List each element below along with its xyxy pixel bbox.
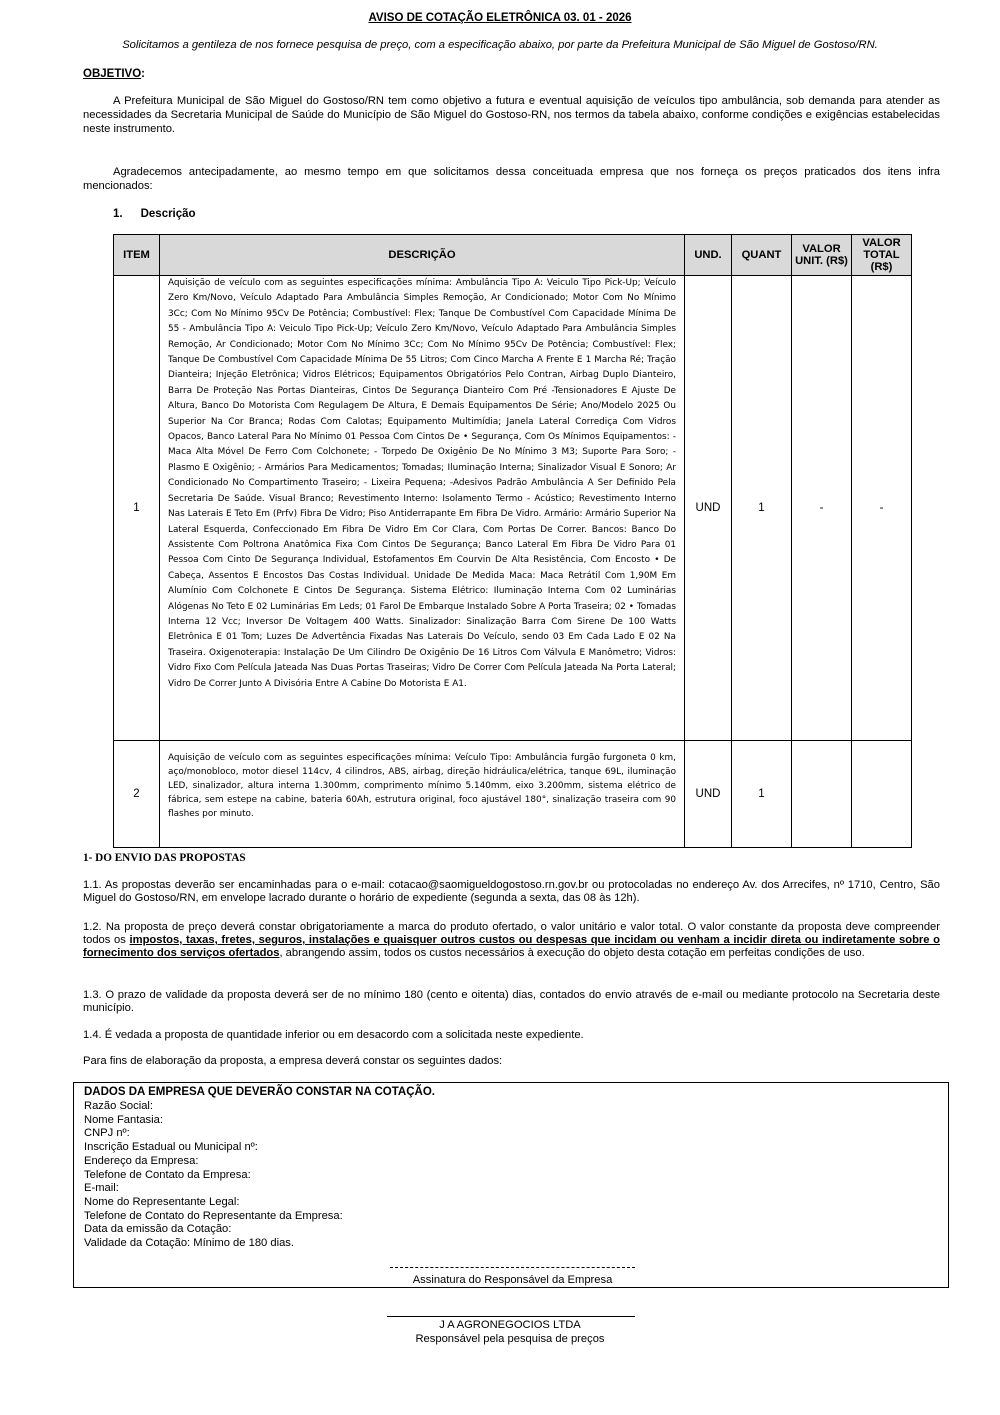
proposal-p2-start: 1.2. Na proposta de preço deverá constar obrigatoriamente a marca do produto ofertado, o valor unitário e valor total. O valor constante da proposta deve compreender todos os: [83, 921, 940, 946]
row-quantity: 1: [732, 741, 792, 848]
section-number: 1.: [113, 208, 123, 220]
row-unit-value: -: [792, 276, 852, 741]
row-item: 1: [114, 276, 160, 741]
section-heading: [113, 208, 196, 220]
company-data-heading: DADOS DA EMPRESA QUE DEVERÃO CONSTAR NA COTAÇÃO.: [84, 1086, 435, 1098]
table-row: [114, 276, 912, 741]
table-header-row: [114, 235, 912, 276]
proposal-p2-end: , abrangendo assim, todos os custos necessários à execução do objeto desta cotação em perfeitas condições de uso.: [279, 947, 865, 959]
row-item: 2: [114, 741, 160, 848]
responsible-role: Responsável pela pesquisa de preços: [415, 1333, 605, 1345]
table-row: [114, 741, 912, 848]
row-description: Aquisição de veículo com as seguintes especificações mínima: Veículo Tipo: Ambulância furgão furgoneta 0 km, aço/monobloco, motor diesel 114cv, 4 cilindros, ABS, airbag, direção hidráulica/elétrica, tanque 69L, iluminação LED, sinalizador, altura interna 1.300mm, comprimento mínimo 5.140mm, eixo 3.200mm, sistema elétrico de fábrica, sem estepe na cabine, bateria 60Ah, estrutura original, foco ajustável 180°, sinalização traseira com 90 flashes por minuto.: [160, 741, 685, 848]
field-telefone-representante: Telefone de Contato do Representante da Empresa:: [84, 1209, 343, 1222]
proposal-paragraph-5: Para fins de elaboração da proposta, a empresa deverá constar os seguintes dados:: [83, 1055, 503, 1067]
field-representante: Nome do Representante Legal:: [84, 1195, 240, 1208]
proposal-paragraph-3: 1.3. O prazo de validade da proposta deverá ser de no mínimo 180 (cento e oitenta) dias, contados do envio através de e-mail ou mediante protocolo na Secretaria deste município.: [83, 989, 940, 1014]
header-quantity: QUANT: [732, 235, 792, 276]
proposals-heading: 1- DO ENVIO DAS PROPOSTAS: [83, 852, 246, 864]
objective-heading-label: OBJETIVO: [83, 68, 142, 80]
objective-paragraph: A Prefeitura Municipal de São Miguel do Gostoso/RN tem como objetivo a futura e eventual aquisição de veículos tipo ambulância, sob demanda para atender as necessidades da Secretaria Municipal de Saúde do Município de São Miguel do Gostoso-RN, nos termos da tabela abaixo, conforme condições e exigências estabelecidas neste instrumento.: [83, 95, 940, 135]
signature-label: Assinatura do Responsável da Empresa: [412, 1274, 613, 1286]
thanks-paragraph: Agradecemos antecipadamente, ao mesmo tempo em que solicitamos dessa conceituada empresa que nos forneça os preços praticados dos itens infra mencionados:: [83, 166, 940, 192]
company-data-box: [73, 1082, 949, 1288]
field-data-emissao: Data da emissão da Cotação:: [84, 1223, 232, 1236]
row-unit: UND: [685, 741, 732, 848]
responsible-company: J A AGRONEGOCIOS LTDA: [439, 1319, 581, 1331]
responsible-signature-line: [387, 1316, 635, 1317]
header-total-value: VALOR TOTAL (R$): [852, 235, 912, 276]
row-unit-value: [792, 741, 852, 848]
document-subtitle: Solicitamos a gentileza de nos fornece pesquisa de preço, com a especificação abaixo, por parte da Prefeitura Municipal de São Miguel de Gostoso/RN.: [122, 39, 878, 51]
header-item: ITEM: [114, 235, 160, 276]
row-total-value: [852, 741, 912, 848]
proposal-p2-emphasis: impostos, taxas, fretes, seguros, instalações e quaisquer outros custos ou despesas que incidam ou venham a incidir direta ou indiretamente sobre o fornecimento dos serviços ofertados: [83, 934, 940, 959]
field-validade: Validade da Cotação: Mínimo de 180 dias.: [84, 1237, 294, 1250]
field-endereco: Endereço da Empresa:: [84, 1154, 199, 1167]
proposal-paragraph-2: [83, 921, 940, 960]
row-description: Aquisição de veículo com as seguintes especificações mínima: Ambulância Tipo A: Veiculo Tipo Pick-Up; Veículo Zero Km/Novo, Veículo Adaptado Para Ambulância Simples Remoção, Ar Condicionado; Motor Com No Mínimo 3Cc; Com No Mínimo 95Cv De Potência; Combustível: Flex; Tanque De Combustível Com Capacidade Mínima De 55 - Ambulância Tipo A: Veiculo Tipo Pick-Up; Veículo Zero Km/Novo, Veículo Adaptado Para Ambulância Simples Remoção, Ar Condicionado; Motor Com No Mínimo 3Cc; Com No Mínimo 95Cv De Potência; Combustível: Flex; Tanque De Combustível Com Capacidade Mínima De 55 Litros; Com Cinco Marcha A Frente E 1 Marcha Ré; Tração Dianteira; Injeção Eletrônica; Vidros Elétricos; Equipamentos Obrigatórios Pelo Contran, Airbag Duplo Dianteiro, Barra De Proteção Nas Portas Dianteiras, Cintos De Segurança Dianteiro Com Pré -Tensionadores E Ajuste De Altura, Banco Do Motorista Com Regulagem De Altura, E Demais Equipamentos De Série; Ano/Modelo 2025 Ou Superior Na Cor Branca; Rodas Com Calotas; Equipamento Multimídia; Janela Lateral Corrediça Com Vidros Opacos, Banco Lateral Para No Mínimo 01 Pessoa Com Cintos De • Segurança, Com Os Mínimos Equipamentos: - Maca Alta Móvel De Ferro Com Colchonete; - Torpedo De Oxigênio De No Mínimo 3 M3; Suporte Para Soro; - Plasmo E Oxigênio; - Armários Para Medicamentos; Tomadas; Iluminação Interna; Sinalizador Visual E Sonoro; Ar Condicionado No Compartimento Traseiro; - Lixeira Pequena; -Adesivos Padrão Ambulância A Ser Definido Pela Secretaria De Saúde. Visual Branco; Revestimento Interno: Isolamento Termo - Acústico; Revestimento Interno Nas Laterais E Teto Em (Prfv) Fibra De Vidro; Piso Antiderrapante Em Fibra De Vidro. Armário: Armário Superior Na Lateral Esquerda, Confeccionado Em Fibra De Vidro Em Cor Clara, Com Portas De Correr. Bancos: Banco Do Assistente Com Poltrona Anatômica Fixa Com Cintos De Segurança; Banco Lateral Em Fibra De Vidro Para 01 Pessoa Com Cinto De Segurança Individual, Estofamentos Em Courvin De Alta Resistência, Com Encosto • De Cabeça, Assentos E Encostos Das Costas Individual. Unidade De Medida Maca: Maca Retrátil Com 1,90M Em Alumínio Com Colchonete E Cintos De Segurança. Sistema Elétrico: Iluminação Interna Com 02 Luminárias Alógenas No Teto E 02 Luminárias Em Leds; 01 Farol De Embarque Instalado Sobre A Porta Traseira; 02 • Tomadas Interna 12 Vcc; Inversor De Voltagem 400 Watts. Sinalizador: Sinalização Barra Com Sirene De 100 Watts Eletrônica E 01 Tom; Luzes De Advertência Fixadas Nas Laterais Do Veículo, sendo 03 Em Cada Lado E 02 Na Traseira. Oxigenoterapia: Instalação De Um Cilindro De Oxigênio De 16 Litros Com Válvula E Manômetro; Vidros: Vidro Fixo Com Película Jateada Nas Duas Portas Traseiras; Vidro De Correr Com Película Jateada Na Porta Lateral; Vidro De Correr Junto A Divisória Entre A Cabine Do Motorista E A1.: [160, 276, 685, 741]
header-unit: UND.: [685, 235, 732, 276]
row-total-value: -: [852, 276, 912, 741]
header-description: DESCRIÇÃO: [160, 235, 685, 276]
row-unit: UND: [685, 276, 732, 741]
objective-heading: [83, 68, 145, 80]
field-cnpj: CNPJ nº:: [84, 1127, 130, 1140]
objective-heading-colon: :: [141, 68, 145, 80]
field-inscricao: Inscrição Estadual ou Municipal nº:: [84, 1141, 258, 1154]
field-razao-social: Razão Social:: [84, 1100, 154, 1112]
items-table: [113, 234, 912, 848]
proposal-paragraph-1: 1.1. As propostas deverão ser encaminhadas para o e-mail: cotacao@saomigueldogostoso.rn.gov.br ou protocoladas no endereço Av. dos Arrecifes, nº 1710, Centro, São Miguel do Gostoso/RN, em envelope lacrado durante o horário de expediente (segunda a sexta, das 08 às 12h).: [83, 879, 940, 904]
header-unit-value: VALOR UNIT. (R$): [792, 235, 852, 276]
row-quantity: 1: [732, 276, 792, 741]
field-nome-fantasia: Nome Fantasia:: [84, 1113, 163, 1126]
signature-line: [390, 1259, 635, 1268]
document-title: AVISO DE COTAÇÃO ELETRÔNICA 03. 01 - 2026: [368, 12, 632, 24]
proposal-paragraph-4: 1.4. É vedada a proposta de quantidade inferior ou em desacordo com a solicitada neste expediente.: [83, 1029, 584, 1041]
field-email: E-mail:: [84, 1182, 119, 1195]
field-telefone-empresa: Telefone de Contato da Empresa:: [84, 1168, 251, 1181]
responsible-block: [370, 1318, 650, 1346]
section-title: Descrição: [140, 208, 196, 220]
company-data-fields: [84, 1100, 343, 1251]
